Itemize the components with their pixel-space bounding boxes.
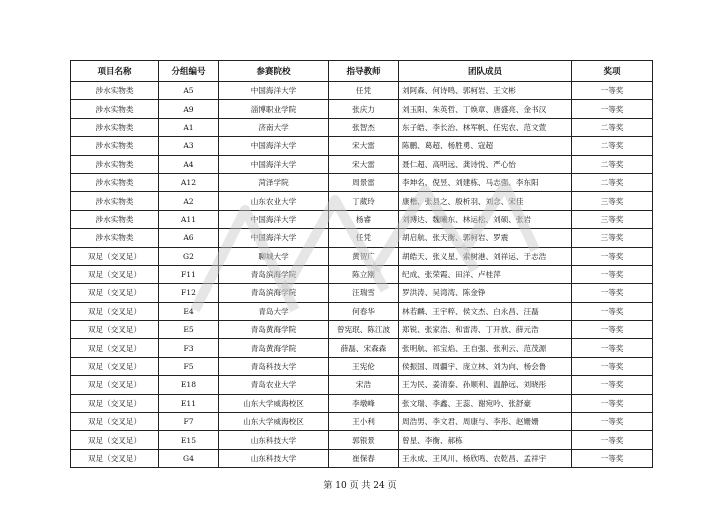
cell-award: 三等奖 [572, 229, 653, 247]
cell-school: 中国海洋大学 [219, 82, 329, 100]
cell-advisor: 张智杰 [329, 118, 399, 136]
cell-project-name: 涉水实物类 [71, 192, 159, 210]
cell-group-id: E15 [159, 431, 219, 449]
table-row [71, 431, 653, 449]
cell-group-id: A6 [159, 229, 219, 247]
cell-team-members: 王为民、姜清泰、孙顺利、温静远、刘晓彤 [399, 376, 572, 394]
table-row [71, 173, 653, 191]
cell-award: 一等奖 [572, 302, 653, 320]
cell-award: 三等奖 [572, 210, 653, 228]
cell-school: 青岛科技大学 [219, 357, 329, 375]
cell-advisor: 薛磊、宋森森 [329, 339, 399, 357]
cell-advisor: 杨睿 [329, 210, 399, 228]
header-advisor: 指导教师 [329, 61, 399, 82]
header-group-id: 分组编号 [159, 61, 219, 82]
cell-project-name: 涉水实物类 [71, 82, 159, 100]
cell-award: 一等奖 [572, 284, 653, 302]
cell-award: 一等奖 [572, 376, 653, 394]
cell-school: 山东科技大学 [219, 449, 329, 467]
cell-award: 一等奖 [572, 247, 653, 265]
cell-project-name: 涉水实物类 [71, 118, 159, 136]
table-row [71, 321, 653, 339]
cell-group-id: A3 [159, 137, 219, 155]
cell-project-name: 双足（交叉足） [71, 339, 159, 357]
cell-award: 二等奖 [572, 155, 653, 173]
cell-team-members: 王永成、王风川、杨欣鸣、农乾昌、孟祥宇 [399, 449, 572, 467]
cell-advisor: 郭银景 [329, 431, 399, 449]
cell-award: 二等奖 [572, 118, 653, 136]
cell-team-members: 郑锐、张家浩、和雷涛、丁开放、薛元浩 [399, 321, 572, 339]
cell-advisor: 汪瑞雪 [329, 284, 399, 302]
table-row [71, 229, 653, 247]
table-row [71, 192, 653, 210]
cell-award: 一等奖 [572, 449, 653, 467]
cell-group-id: E4 [159, 302, 219, 320]
table-header-row [71, 61, 653, 82]
cell-school: 青岛黄海学院 [219, 339, 329, 357]
cell-school: 济南大学 [219, 118, 329, 136]
cell-advisor: 丁葳玲 [329, 192, 399, 210]
cell-group-id: A12 [159, 173, 219, 191]
cell-school: 山东大学威海校区 [219, 394, 329, 412]
cell-advisor: 崔保春 [329, 449, 399, 467]
cell-award: 一等奖 [572, 100, 653, 118]
cell-team-members: 东子皓、李长治、林军帆、任宪农、范文萱 [399, 118, 572, 136]
table-row [71, 413, 653, 431]
cell-advisor: 周景雷 [329, 173, 399, 191]
cell-group-id: G4 [159, 449, 219, 467]
cell-advisor: 曾宪珉、陈江波 [329, 321, 399, 339]
cell-group-id: G2 [159, 247, 219, 265]
cell-advisor: 黄贺广 [329, 247, 399, 265]
cell-group-id: A5 [159, 82, 219, 100]
cell-award: 三等奖 [572, 192, 653, 210]
table-row [71, 394, 653, 412]
cell-advisor: 任凭 [329, 229, 399, 247]
cell-school: 中国海洋大学 [219, 229, 329, 247]
cell-project-name: 涉水实物类 [71, 137, 159, 155]
cell-group-id: A4 [159, 155, 219, 173]
cell-team-members: 张明航、祁宝焰、王自强、张利云、范茂源 [399, 339, 572, 357]
page-number-footer: 第 10 页 共 24 页 [323, 481, 397, 491]
table-row [71, 82, 653, 100]
table-row [71, 155, 653, 173]
cell-project-name: 双足（交叉足） [71, 302, 159, 320]
cell-project-name: 双足（交叉足） [71, 247, 159, 265]
cell-award: 一等奖 [572, 321, 653, 339]
cell-school: 青岛大学 [219, 302, 329, 320]
header-project-name: 项目名称 [71, 61, 159, 82]
cell-team-members: 侯振国、周疆宇、庞立林、刘为向、杨会鲁 [399, 357, 572, 375]
table-row [71, 137, 653, 155]
cell-advisor: 何春华 [329, 302, 399, 320]
cell-award: 二等奖 [572, 137, 653, 155]
table-row [71, 357, 653, 375]
cell-team-members: 李坤名、倪昱、刘建栋、马志强、李东阳 [399, 173, 572, 191]
cell-award: 一等奖 [572, 265, 653, 283]
cell-award: 一等奖 [572, 339, 653, 357]
cell-group-id: A2 [159, 192, 219, 210]
cell-project-name: 双足（交叉足） [71, 357, 159, 375]
cell-team-members: 胡启航、张天衡、郭柯岩、罗震 [399, 229, 572, 247]
table-row [71, 302, 653, 320]
cell-team-members: 刘玉阳、朱英哲、丁焕章、唐盛亮、金书汉 [399, 100, 572, 118]
cell-team-members: 聂仁超、高明远、龚诗悦、严心怡 [399, 155, 572, 173]
cell-school: 菏泽学院 [219, 173, 329, 191]
cell-team-members: 罗洪涛、吴湾湾、陈金铮 [399, 284, 572, 302]
cell-team-members: 周浩男、李文君、周康与、李彤、赵姗姗 [399, 413, 572, 431]
cell-project-name: 涉水实物类 [71, 100, 159, 118]
cell-group-id: F11 [159, 265, 219, 283]
table-row [71, 284, 653, 302]
cell-advisor: 张庆力 [329, 100, 399, 118]
cell-project-name: 双足（交叉足） [71, 265, 159, 283]
cell-team-members: 林若麟、王宇粹、侯文杰、白永昌、汪磊 [399, 302, 572, 320]
cell-advisor: 宋大雷 [329, 137, 399, 155]
cell-school: 中国海洋大学 [219, 155, 329, 173]
cell-group-id: F12 [159, 284, 219, 302]
cell-award: 一等奖 [572, 413, 653, 431]
cell-project-name: 双足（交叉足） [71, 321, 159, 339]
cell-school: 山东科技大学 [219, 431, 329, 449]
cell-team-members: 曾星、李衡、郝栋 [399, 431, 572, 449]
cell-school: 山东大学威海校区 [219, 413, 329, 431]
table-row [71, 265, 653, 283]
cell-group-id: E18 [159, 376, 219, 394]
table-row [71, 118, 653, 136]
cell-team-members: 康楷、张县之、殷析羽、刘念、宋佳 [399, 192, 572, 210]
cell-project-name: 涉水实物类 [71, 210, 159, 228]
cell-advisor: 王宪伦 [329, 357, 399, 375]
table-row [71, 449, 653, 467]
cell-advisor: 李墩峰 [329, 394, 399, 412]
table-row [71, 210, 653, 228]
awards-table [70, 60, 653, 468]
cell-group-id: E11 [159, 394, 219, 412]
header-team-members: 团队成员 [399, 61, 572, 82]
table-row [71, 100, 653, 118]
cell-group-id: F7 [159, 413, 219, 431]
cell-group-id: A9 [159, 100, 219, 118]
cell-award: 一等奖 [572, 394, 653, 412]
cell-school: 中国海洋大学 [219, 137, 329, 155]
cell-advisor: 陈立刚 [329, 265, 399, 283]
cell-group-id: F5 [159, 357, 219, 375]
cell-group-id: A1 [159, 118, 219, 136]
cell-group-id: E5 [159, 321, 219, 339]
cell-team-members: 张文瑞、李鑫、王蕊、谢宛吟、张舒豪 [399, 394, 572, 412]
header-award: 奖项 [572, 61, 653, 82]
table-row [71, 339, 653, 357]
cell-project-name: 双足（交叉足） [71, 376, 159, 394]
cell-school: 青岛滨海学院 [219, 265, 329, 283]
cell-project-name: 双足（交叉足） [71, 394, 159, 412]
cell-award: 二等奖 [572, 173, 653, 191]
cell-team-members: 刘阿森、何诗鸣、郭柯岩、王文彬 [399, 82, 572, 100]
cell-school: 青岛滨海学院 [219, 284, 329, 302]
cell-advisor: 任凭 [329, 82, 399, 100]
cell-team-members: 刘博达、魏曦东、林运松、刘硕、张岩 [399, 210, 572, 228]
cell-school: 淄博职业学院 [219, 100, 329, 118]
cell-school: 青岛农业大学 [219, 376, 329, 394]
cell-project-name: 双足（交叉足） [71, 449, 159, 467]
cell-advisor: 王小利 [329, 413, 399, 431]
cell-project-name: 双足（交叉足） [71, 284, 159, 302]
table-row [71, 376, 653, 394]
cell-project-name: 双足（交叉足） [71, 431, 159, 449]
cell-award: 一等奖 [572, 357, 653, 375]
cell-team-members: 胡皓天、张义星、索树港、刘祥运、于志浩 [399, 247, 572, 265]
cell-school: 青岛黄海学院 [219, 321, 329, 339]
cell-advisor: 宋大雷 [329, 155, 399, 173]
cell-group-id: F3 [159, 339, 219, 357]
cell-school: 山东农业大学 [219, 192, 329, 210]
cell-group-id: A11 [159, 210, 219, 228]
cell-project-name: 涉水实物类 [71, 173, 159, 191]
cell-advisor: 宋浩 [329, 376, 399, 394]
table-body [71, 82, 653, 468]
cell-school: 中国海洋大学 [219, 210, 329, 228]
cell-school: 聊城大学 [219, 247, 329, 265]
cell-award: 一等奖 [572, 431, 653, 449]
cell-award: 一等奖 [572, 82, 653, 100]
cell-project-name: 涉水实物类 [71, 155, 159, 173]
header-school: 参赛院校 [219, 61, 329, 82]
cell-project-name: 双足（交叉足） [71, 413, 159, 431]
cell-project-name: 涉水实物类 [71, 229, 159, 247]
cell-team-members: 纪成、张荣霞、田洋、卢桂萍 [399, 265, 572, 283]
cell-team-members: 陈鹏、葛超、杨胜勇、寇超 [399, 137, 572, 155]
table-row [71, 247, 653, 265]
